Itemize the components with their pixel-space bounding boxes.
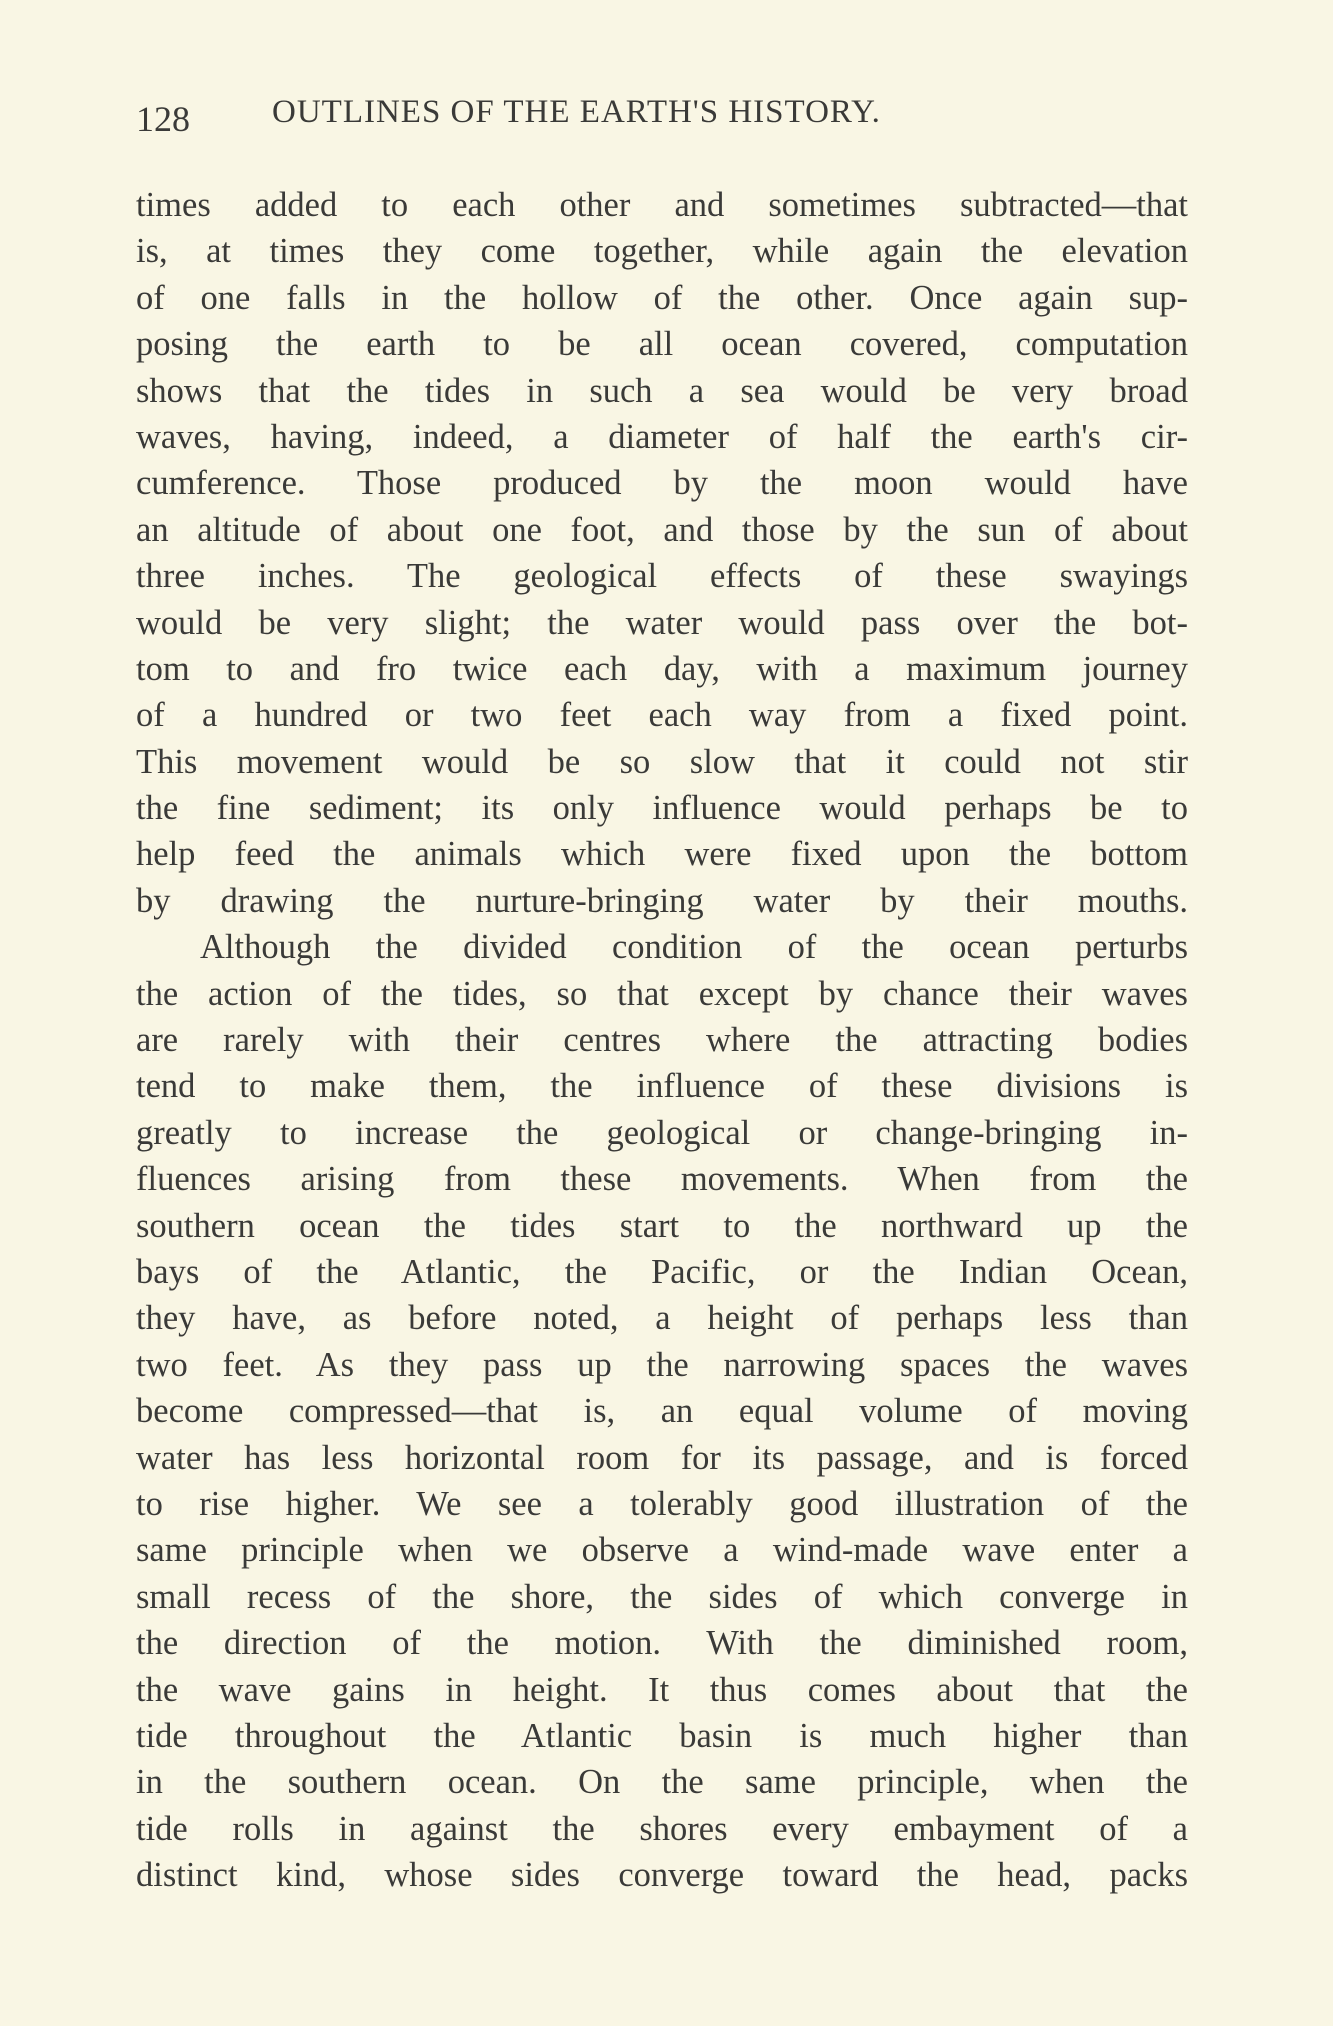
running-title: OUTLINES OF THE EARTH'S HISTORY.	[272, 94, 881, 130]
text-line: the fine sediment; its only influence would perhaps be to	[136, 789, 1188, 828]
text-line: times added to each other and sometimes subtracted—that	[136, 186, 1188, 224]
text-line: by drawing the nurture-bringing water by their mouths.	[136, 881, 1188, 920]
text-line: would be very slight; the water would pass over the bot-	[136, 603, 1188, 642]
text-line: in the southern ocean. On the same principle, when the	[136, 1763, 1188, 1802]
text-line: are rarely with their centres where the attracting bodies	[136, 1021, 1188, 1060]
text-line: southern ocean the tides start to the northward up the	[136, 1206, 1188, 1245]
text-line: cumference. Those produced by the moon would have	[136, 464, 1188, 503]
text-line: posing the earth to be all ocean covered, computation	[136, 325, 1188, 364]
text-line: help feed the animals which were fixed upon the bottom	[136, 835, 1188, 874]
text-line: bays of the Atlantic, the Pacific, or the Indian Ocean,	[136, 1252, 1188, 1291]
text-line: tend to make them, the influence of these divisions is	[136, 1067, 1188, 1106]
text-line: same principle when we observe a wind-made wave enter a	[136, 1531, 1188, 1570]
text-line: of one falls in the hollow of the other. Once again sup-	[136, 278, 1188, 317]
text-line: become compressed—that is, an equal volume of moving	[136, 1392, 1188, 1431]
text-line: is, at times they come together, while again the elevation	[136, 232, 1188, 271]
text-line: This movement would be so slow that it could not stir	[136, 742, 1188, 781]
body-text	[136, 182, 1188, 1898]
page-number: 128	[136, 99, 190, 139]
text-line: the action of the tides, so that except by chance their waves	[136, 974, 1188, 1013]
text-line: an altitude of about one foot, and those by the sun of about	[136, 510, 1188, 549]
text-line: Although the divided condition of the ocean perturbs	[200, 928, 1188, 967]
text-line: three inches. The geological effects of these swayings	[136, 557, 1188, 596]
text-line: the wave gains in height. It thus comes about that the	[136, 1670, 1188, 1709]
text-line: the direction of the motion. With the diminished room,	[136, 1624, 1188, 1663]
text-line: greatly to increase the geological or change-bringing in-	[136, 1113, 1188, 1152]
text-line: distinct kind, whose sides converge toward the head, packs	[136, 1856, 1188, 1895]
text-line: tom to and fro twice each day, with a maximum journey	[136, 649, 1188, 688]
text-line: fluences arising from these movements. When from the	[136, 1160, 1188, 1199]
text-line: shows that the tides in such a sea would be very broad	[136, 371, 1188, 410]
text-line: of a hundred or two feet each way from a fixed point.	[136, 696, 1188, 735]
text-line: tide rolls in against the shores every embayment of a	[136, 1809, 1188, 1848]
text-line: water has less horizontal room for its passage, and is forced	[136, 1438, 1188, 1477]
text-line: they have, as before noted, a height of perhaps less than	[136, 1299, 1188, 1338]
text-line: two feet. As they pass up the narrowing spaces the waves	[136, 1345, 1188, 1384]
text-line: tide throughout the Atlantic basin is much higher than	[136, 1716, 1188, 1755]
text-line: waves, having, indeed, a diameter of half the earth's cir-	[136, 417, 1188, 456]
text-line: to rise higher. We see a tolerably good illustration of the	[136, 1484, 1188, 1523]
running-header	[136, 94, 1188, 144]
text-line: small recess of the shore, the sides of which converge in	[136, 1577, 1188, 1616]
